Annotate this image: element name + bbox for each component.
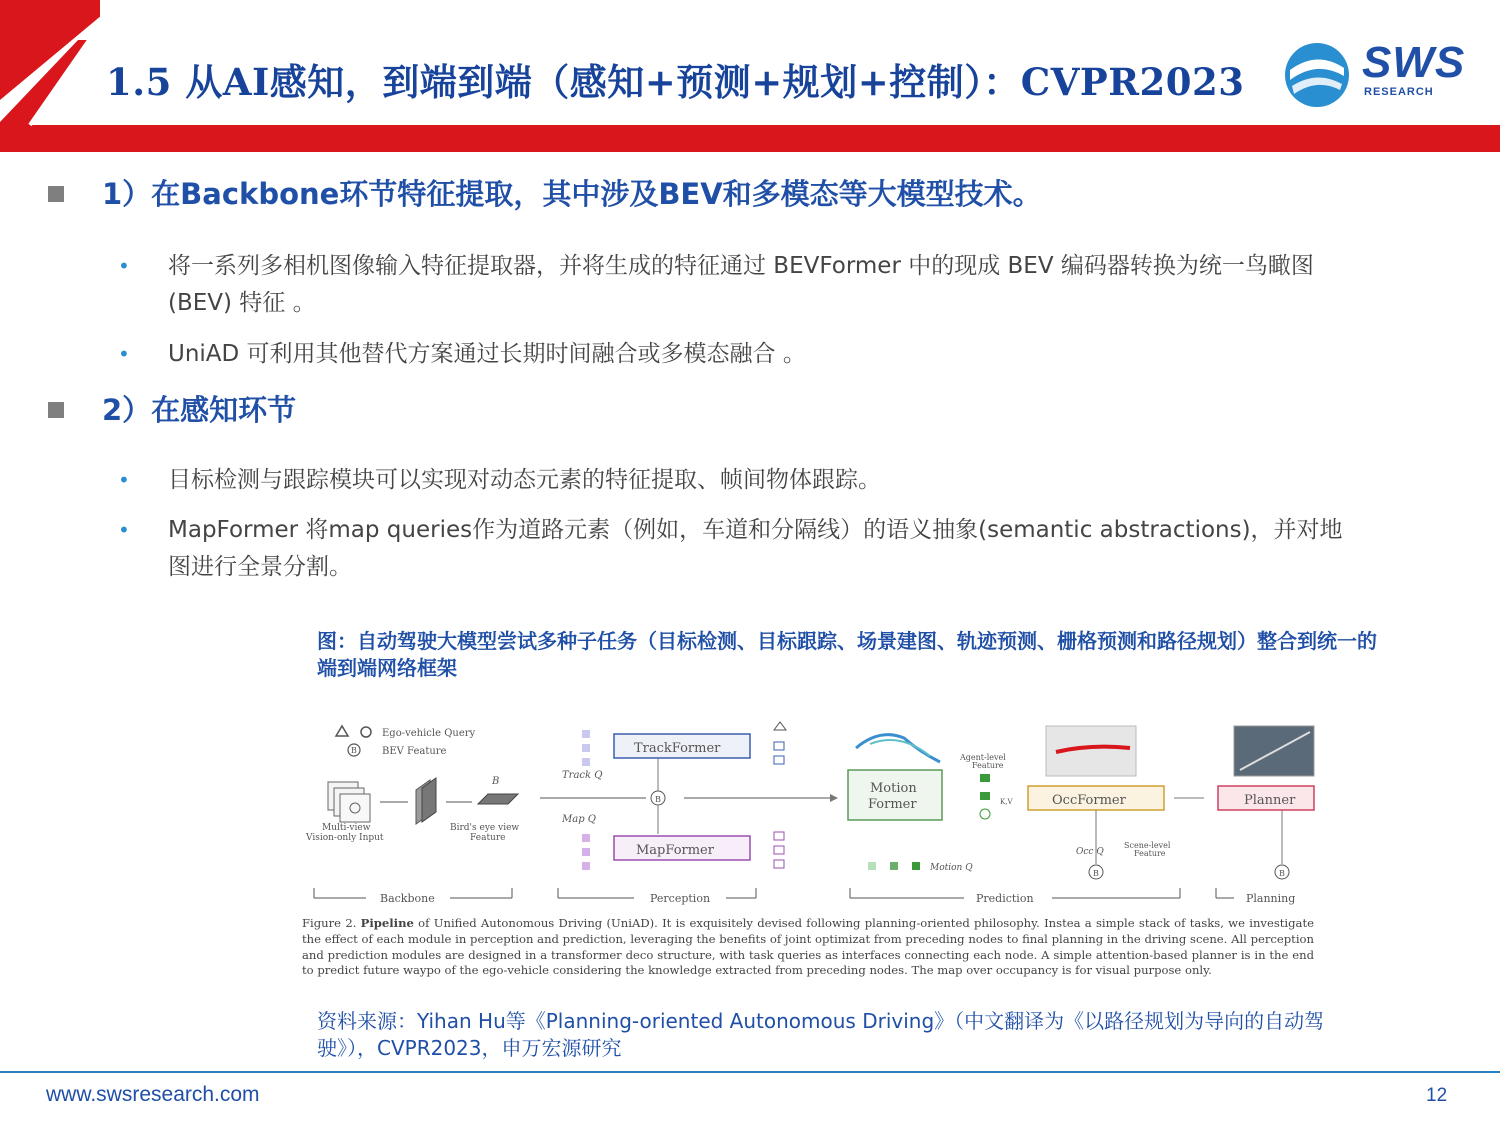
motion-query-icon — [890, 862, 898, 870]
trackformer-label: TrackFormer — [634, 741, 721, 756]
legend-ego-label: Ego-vehicle Query — [382, 728, 476, 739]
page-number: 12 — [1426, 1085, 1448, 1106]
bev-label-line1: Bird's eye view — [450, 823, 520, 833]
pipeline-diagram — [300, 708, 1316, 913]
legend-bev-label: BEV Feature — [382, 746, 447, 757]
bullet-dot-icon: • — [118, 468, 130, 492]
planner-label: Planner — [1244, 793, 1296, 808]
stage-label: Perception — [650, 892, 711, 905]
bullet-dot-icon: • — [118, 254, 130, 278]
paper-caption-figure-number: Figure 2. — [302, 916, 361, 930]
multiview-label-line2: Vision-only Input — [306, 833, 384, 843]
query-out-icon — [774, 860, 784, 868]
bev-b-letter: B — [1093, 869, 1099, 878]
stage-brackets — [314, 888, 1234, 898]
bev-b-letter: B — [1279, 869, 1285, 878]
sws-logo — [1282, 36, 1472, 116]
bev-label-line2: Feature — [470, 833, 506, 843]
triangle-icon — [336, 726, 348, 736]
slide-title: 1.5 从AI感知，到端到端（感知+预测+规划+控制）：CVPR2023 — [106, 60, 1245, 104]
bullet-item — [118, 512, 1358, 590]
bullet-text: UniAD 可利用其他替代方案通过长期时间融合或多模态融合 。 — [168, 341, 806, 367]
bullet-text: 目标检测与跟踪模块可以实现对动态元素的特征提取、帧间物体跟踪。 — [168, 467, 881, 493]
square-bullet-icon — [48, 186, 64, 202]
motion-query-icon — [868, 862, 876, 870]
map-q-label: Map Q — [562, 814, 596, 825]
motionformer-label-line2: Former — [868, 797, 917, 812]
bullet-text: 将一系列多相机图像输入特征提取器，并将生成的特征通过 BEVFormer 中的现成 BEV 编码器转换为统一鸟瞰图 (BEV) 特征 。 — [168, 253, 1314, 316]
stage-label: Prediction — [976, 892, 1034, 905]
stage-label: Planning — [1246, 892, 1296, 905]
occ-q-label: Occ Q — [1076, 847, 1104, 857]
mapformer-label: MapFormer — [636, 843, 714, 858]
triangle-icon — [774, 722, 786, 730]
scene-level-label: Scene-level — [1124, 841, 1171, 850]
feature-volume-icon — [416, 778, 436, 824]
paper-figure-caption — [302, 916, 1314, 979]
agent-level-label-line2: Feature — [972, 761, 1004, 770]
square-bullet-icon — [48, 402, 64, 418]
map-query-icon — [582, 862, 590, 870]
multiview-label-line1: Multi-view — [322, 823, 371, 833]
occformer-label: OccFormer — [1052, 793, 1126, 808]
query-out-icon — [774, 742, 784, 750]
motion-q-label: Motion Q — [930, 863, 973, 873]
track-query-icon — [582, 758, 590, 766]
uniad-pipeline-figure — [300, 708, 1316, 1008]
source-note: 资料来源：Yihan Hu等《Planning-oriented Autonomous Driving》（中文翻译为《以路径规划为导向的自动驾驶》），CVPR2023，申万宏源研究 — [317, 1009, 1325, 1060]
footer-divider — [0, 1071, 1500, 1073]
query-out-icon — [774, 846, 784, 854]
section-1-heading-text: 1）在Backbone环节特征提取，其中涉及BEV和多模态等大模型技术。 — [102, 177, 1042, 211]
paper-caption-text: of Unified Autonomous Driving (UniAD). It is exquisitely devised following planning-oriented philosophy. Instea a simple stack of tasks, we investigate the effect of each module in perception and prediction, leveraging the benefits of joint optimizat from preceding nodes to final planning in the driving scene. All perception and prediction modules are designed in a transformer deco structure, with task queries as interfaces connecting each node. A simple attention-based planner is in the end to predict future waypo of the ego-vehicle considering the knowledge extracted from preceding nodes. The map over occupancy is for visual purpose only. — [302, 916, 1314, 978]
track-q-label: Track Q — [562, 770, 603, 781]
bev-plane-icon — [478, 794, 518, 804]
stage-label: Backbone — [380, 892, 435, 905]
motion-query-icon — [912, 862, 920, 870]
sws-logo-mark-icon — [1282, 40, 1352, 110]
circle-icon — [361, 727, 371, 737]
footer-url[interactable]: www.swsresearch.com — [46, 1083, 260, 1106]
logo-text: SWS — [1362, 38, 1466, 87]
arrowhead-icon — [830, 794, 838, 802]
bev-b-letter: B — [655, 795, 661, 804]
bullet-dot-icon: • — [118, 342, 130, 366]
query-out-icon — [774, 756, 784, 764]
track-query-icon — [582, 744, 590, 752]
kv-label: K,V — [1000, 798, 1013, 806]
agent-feature-icon — [980, 774, 990, 782]
multiview-camera-icon — [328, 782, 370, 822]
circle-icon — [980, 809, 990, 819]
bev-b-letter: B — [351, 746, 357, 755]
logo-subtext: RESEARCH — [1364, 86, 1434, 98]
scene-level-label-line2: Feature — [1134, 849, 1166, 858]
bullet-item — [118, 248, 1358, 326]
paper-caption-bold: Pipeline — [360, 916, 414, 930]
agent-feature-icon — [980, 792, 990, 800]
trajectory-icon — [856, 735, 940, 762]
track-query-icon — [582, 730, 590, 738]
query-out-icon — [774, 832, 784, 840]
agent-level-label: Agent-level — [960, 753, 1006, 762]
map-query-icon — [582, 848, 590, 856]
figure-caption: 图：自动驾驶大模型尝试多种子任务（目标检测、目标跟踪、场景建图、轨迹预测、栅格预测和路径规划）整合到统一的端到端网络框架 — [317, 629, 1377, 680]
bullet-text: MapFormer 将map queries作为道路元素（例如，车道和分隔线）的语义抽象(semantic abstractions)，并对地图进行全景分割。 — [168, 517, 1343, 580]
map-query-icon — [582, 834, 590, 842]
section-2-heading-text: 2）在感知环节 — [102, 393, 297, 427]
bev-b-label: B — [492, 776, 500, 787]
motionformer-label-line1: Motion — [870, 781, 917, 796]
trajectory-icon — [870, 740, 930, 756]
bullet-dot-icon: • — [118, 518, 130, 542]
